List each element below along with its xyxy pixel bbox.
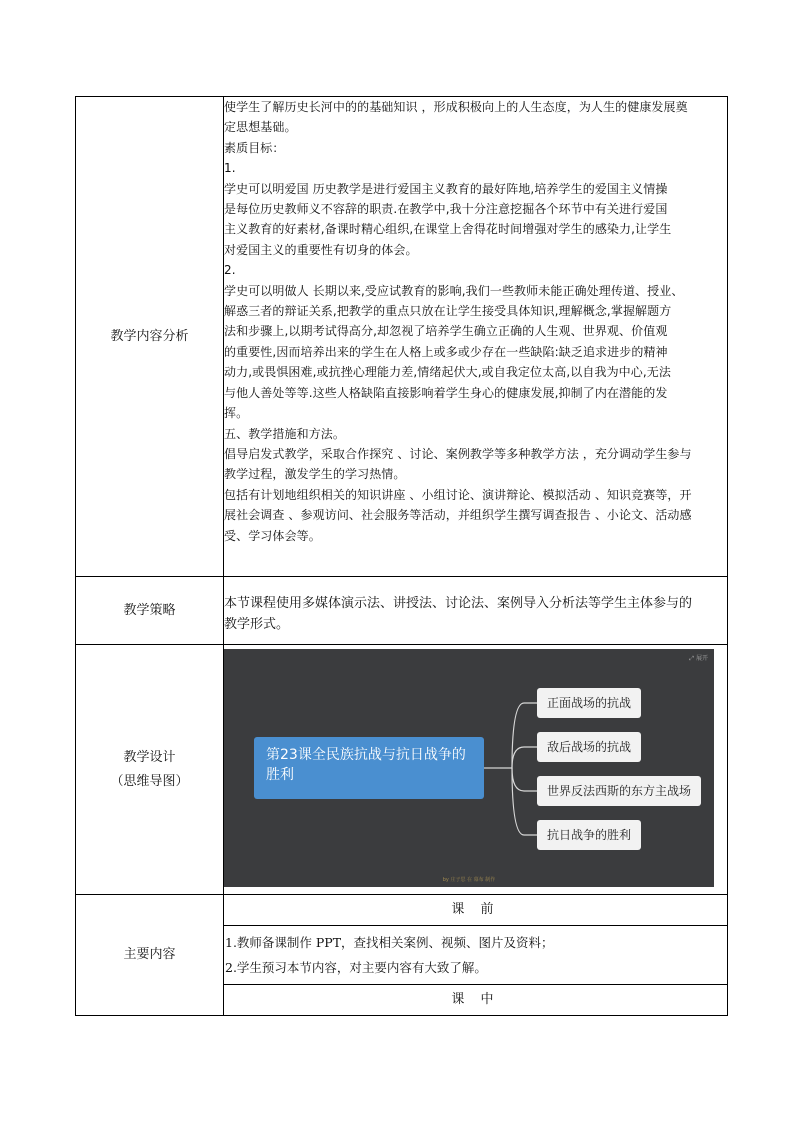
row-design [76,645,728,895]
mindmap-footer: by 庄子思 在 幕布 制作 [442,877,496,883]
label-main: 主要内容 [76,895,224,1016]
content-analysis-line: 五、教学措施和方法。 [224,426,346,441]
content-analysis-line: 的重要性,因而培养出来的学生在人格上或多或少存在一些缺陷:缺乏追求进步的精神 [224,344,668,359]
content-analysis-line: 定思想基础。 [224,120,297,135]
content-analysis-line: 学史可以明做人 长期以来,受应试教育的影响,我们一些教师未能正确处理传道、授业、 [224,283,684,298]
content-analysis-line: 1. [224,161,236,176]
content-analysis-cell [224,97,728,577]
content-analysis-text [224,97,727,546]
in-class-heading: 课 中 [224,985,728,1016]
connector-2 [512,747,537,768]
label-strategy: 教学策略 [76,577,224,645]
content-analysis-line: 解惑三者的辩证关系,把教学的重点只放在让学生接受具体知识,理解概念,掌握解题方 [224,304,672,319]
content-analysis-line: 挥。 [224,406,249,421]
connector-3 [512,768,537,791]
content-analysis-line: 法和步骤上,以期考试得高分,却忽视了培养学生确立正确的人生观、世界观、价值观 [224,324,668,339]
content-analysis-line: 素质目标： [224,140,285,155]
label-content-analysis: 教学内容分析 [76,97,224,577]
mindmap-branch-2: 敌后战场的抗战 [537,732,641,762]
content-analysis-line: 主义教育的好素材,备课时精心组织,在课堂上舍得花时间增强对学生的感染力,让学生 [224,222,672,237]
strategy-line: 教学形式。 [224,617,290,632]
content-analysis-line: 动力,或畏惧困难,或抗挫心理能力差,情绪起伏大,或自我定位太高,以自我为中心,无法 [224,365,671,380]
mindmap [224,649,714,887]
content-analysis-line: 2. [224,263,236,278]
mindmap-cell [224,645,728,895]
label-design [76,645,224,895]
row-main [76,895,728,926]
label-design-line1: 教学设计 [123,749,176,765]
expand-icon[interactable]: ⤢ 展开 [689,655,708,662]
content-analysis-line: 是每位历史教师义不容辞的职责.在教学中,我十分注意挖掘各个环节中有关进行爱国 [224,202,668,217]
connector-1 [500,703,537,768]
label-design-line2: （思维导图） [110,773,189,789]
content-analysis-line: 包括有计划地组织相关的知识讲座 、小组讨论、演讲辩论、模拟活动 、知识竞赛等，开 [224,487,692,502]
lesson-plan-table [75,96,728,1016]
content-analysis-line: 受、学习体会等。 [224,528,321,543]
content-analysis-line: 学史可以明爱国 历史教学是进行爱国主义教育的最好阵地,培养学生的爱国主义情操 [224,181,668,196]
strategy-cell [224,577,728,645]
mindmap-branch-4: 抗日战争的胜利 [537,820,641,850]
before-class-items [224,926,728,985]
content-analysis-line: 倡导启发式教学，采取合作探究 、讨论、案例教学等多种教学方法 ，充分调动学生参与 [224,446,692,461]
content-analysis-line: 对爱国主义的重要性有切身的体会。 [224,242,418,257]
strategy-text [224,577,727,635]
mindmap-branch-1: 正面战场的抗战 [537,688,641,718]
content-analysis-line: 与他人善处等等.这些人格缺陷直接影响着学生身心的健康发展,抑制了内在潜能的发 [224,385,668,400]
content-analysis-line: 教学过程，激发学生的学习热情。 [224,467,406,482]
content-analysis-line: 使学生了解历史长河中的的基础知识 ，形成积极向上的人生态度，为人生的健康发展奠 [224,100,688,114]
content-analysis-line: 展社会调查 、参观访问、社会服务等活动，并组织学生撰写调查报告 、小论文、活动感 [224,508,692,523]
item-1: 1.教师备课制作 PPT，查找相关案例、视频、图片及资料； [225,935,554,950]
row-strategy [76,577,728,645]
row-content-analysis [76,97,728,577]
connector-4 [512,768,537,835]
mindmap-branch-3: 世界反法西斯的东方主战场 [537,776,701,806]
strategy-line: 本节课程使用多媒体演示法、讲授法、讨论法、案例导入分析法等学生主体参与的 [224,596,693,611]
before-class-heading: 课 前 [224,895,728,926]
item-2: 2.学生预习本节内容，对主要内容有大致了解。 [225,960,487,975]
mindmap-root-node: 第23课全民族抗战与抗日战争的胜利 [254,737,484,799]
